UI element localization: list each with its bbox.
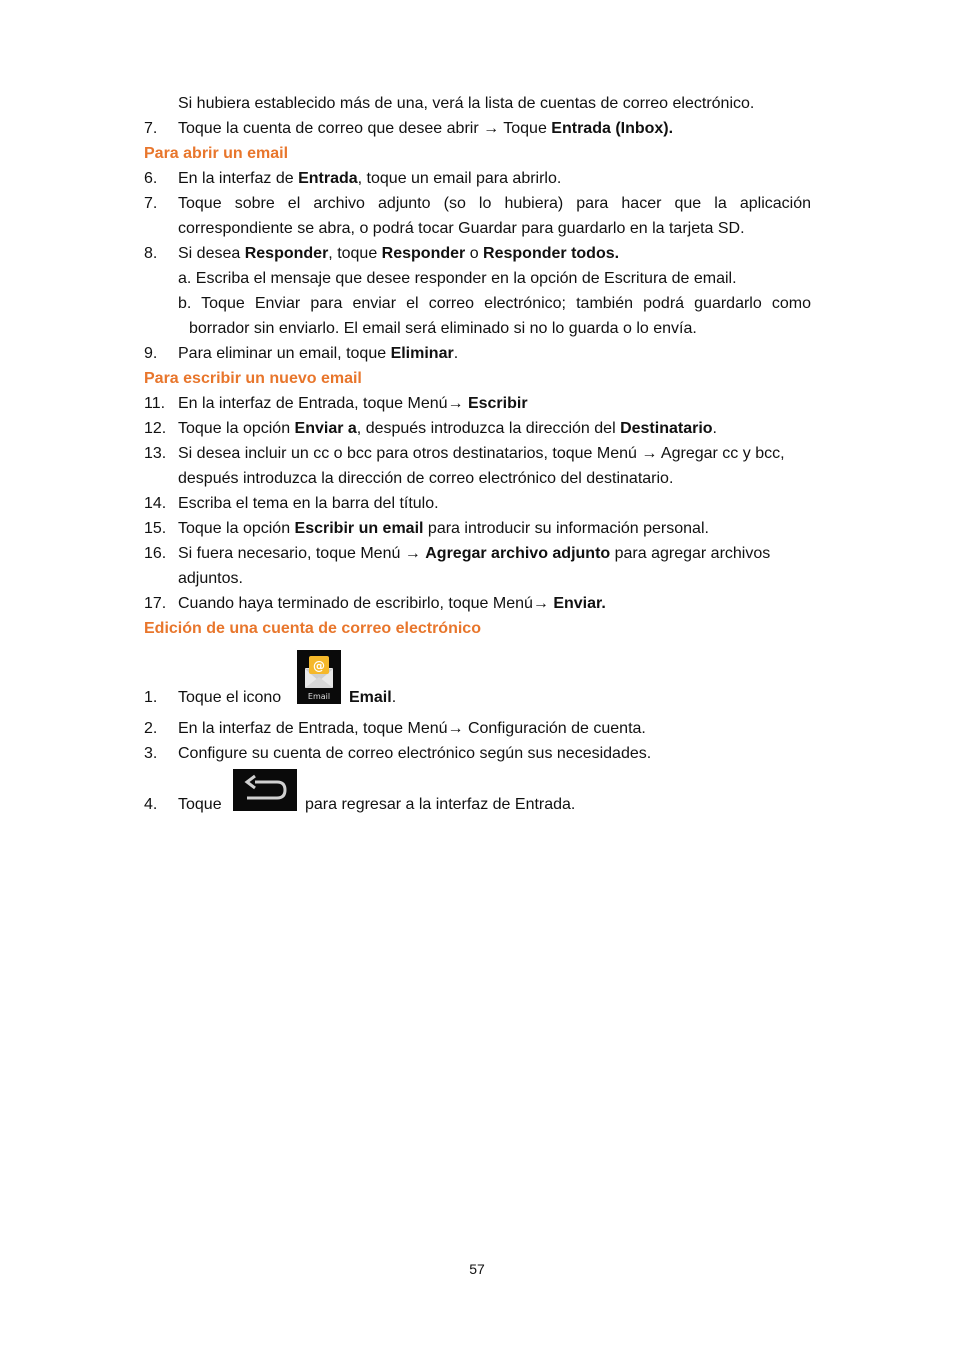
list-item: 13. Si desea incluir un cc o bcc para otros destinatarios, toque Menú → Agregar cc y bcc, [144,445,785,462]
list-item: 3. Configure su cuenta de correo electrónico según sus necesidades. [144,745,652,762]
list-item: 14. Escriba el tema en la barra del título. [144,495,439,512]
list-item: 8. Si desea Responder, toque Responder o Responder todos. [144,245,620,262]
back-arrow-icon [233,769,297,811]
section-heading: Para abrir un email [144,145,289,162]
section-heading: Edición de una cuenta de correo electrónico [144,620,481,637]
svg-text:@: @ [313,659,325,673]
list-item: 11. En la interfaz de Entrada, toque Menú→ Escribir [144,395,528,412]
list-item-tail: para regresar a la interfaz de Entrada. [305,796,576,813]
section-heading: Para escribir un nuevo email [144,370,362,387]
list-item: 12. Toque la opción Enviar a, después introduzca la dirección del Destinatario. [144,420,717,437]
list-item: 7. Toque la cuenta de correo que desee abrir → Toque Entrada (Inbox). [144,120,674,137]
list-item: 16. Si fuera necesario, toque Menú → Agregar archivo adjunto para agregar archivos [144,545,771,562]
list-item-continuation: adjuntos. [178,570,243,587]
list-item: 15. Toque la opción Escribir un email para introducir su información personal. [144,520,709,537]
list-item: 7. Toque sobre el archivo adjunto (so lo hubiera) para hacer que la aplicación [144,195,811,212]
sub-item-continuation: borrador sin enviarlo. El email será eliminado si no lo guarda o lo envía. [189,320,697,337]
sub-item: a. Escriba el mensaje que desee responder en la opción de Escritura de email. [178,270,737,287]
list-item: 1. Toque el icono [144,689,282,706]
page-number: 57 [469,1261,485,1277]
list-item: 17. Cuando haya terminado de escribirlo, toque Menú→ Enviar. [144,595,606,612]
email-app-icon [297,650,341,704]
list-item-continuation: después introduzca la dirección de correo electrónico del destinatario. [178,470,674,487]
sub-item: b. Toque Enviar para enviar el correo electrónico; también podrá guardarlo como [178,295,811,312]
list-item: 4. Toque [144,796,222,813]
list-item-continuation: correspondiente se abra, o podrá tocar Guardar para guardarlo en la tarjeta SD. [178,220,745,237]
list-item-continuation: Si hubiera establecido más de una, verá la lista de cuentas de correo electrónico. [178,95,755,112]
list-item: 2. En la interfaz de Entrada, toque Menú→ Configuración de cuenta. [144,720,646,737]
email-icon-label: Email [307,692,331,701]
list-item: 9. Para eliminar un email, toque Eliminar. [144,345,459,362]
email-label: Email. [349,689,397,706]
list-item: 6. En la interfaz de Entrada, toque un email para abrirlo. [144,170,562,187]
